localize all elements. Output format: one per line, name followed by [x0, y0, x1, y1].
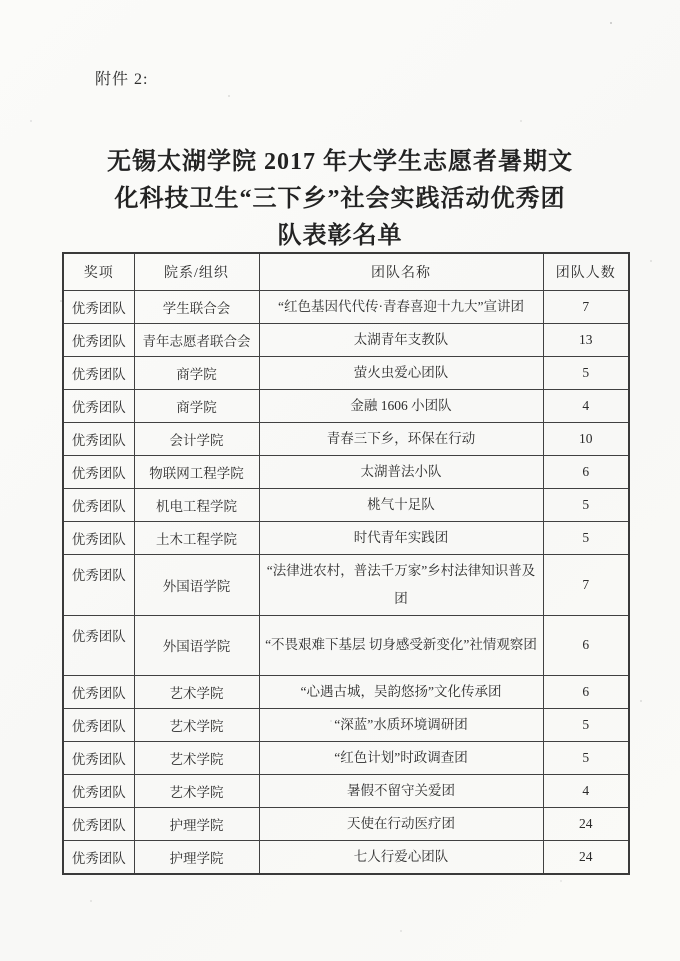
- scan-noise-speckles: [0, 0, 2, 2]
- title-line-3: 队表彰名单: [277, 223, 403, 249]
- org-cell: 物联网工程学院: [134, 455, 259, 488]
- team-count-cell: 24: [543, 807, 629, 840]
- team-name-cell: 七人行爱心团队: [259, 840, 543, 874]
- header-team-count: 团队人数: [543, 253, 629, 290]
- table-header: [63, 253, 629, 290]
- award-cell: 优秀团队: [63, 741, 134, 774]
- award-cell: 优秀团队: [63, 615, 134, 675]
- table-row: [63, 554, 629, 615]
- team-name-cell: 金融 1606 小团队: [259, 389, 543, 422]
- commendation-table: [62, 252, 630, 875]
- team-name-cell: 天使在行动医疗团: [259, 807, 543, 840]
- team-name-cell: “法律进农村，普法千万家”乡村法律知识普及团: [259, 554, 543, 615]
- header-org: 院系/组织: [134, 253, 259, 290]
- table-row: [63, 615, 629, 675]
- award-cell: 优秀团队: [63, 356, 134, 389]
- team-name-cell: “红色计划”时政调查团: [259, 741, 543, 774]
- org-cell: 艺术学院: [134, 741, 259, 774]
- team-name-cell: “红色基因代代传·青春喜迎十九大”宣讲团: [259, 290, 543, 323]
- team-count-cell: 6: [543, 615, 629, 675]
- team-count-cell: 5: [543, 521, 629, 554]
- award-cell: 优秀团队: [63, 554, 134, 615]
- award-cell: 优秀团队: [63, 488, 134, 521]
- award-cell: 优秀团队: [63, 774, 134, 807]
- org-cell: 商学院: [134, 356, 259, 389]
- team-count-cell: 13: [543, 323, 629, 356]
- org-cell: 学生联合会: [134, 290, 259, 323]
- title-line-1: 无锡太湖学院 2017 年大学生志愿者暑期文: [107, 149, 573, 175]
- attachment-label: 附件 2:: [95, 71, 149, 88]
- award-cell: 优秀团队: [63, 389, 134, 422]
- table-row: [63, 389, 629, 422]
- award-cell: 优秀团队: [63, 807, 134, 840]
- team-name-cell: 青春三下乡，环保在行动: [259, 422, 543, 455]
- table-row: [63, 675, 629, 708]
- org-cell: 青年志愿者联合会: [134, 323, 259, 356]
- team-count-cell: 6: [543, 675, 629, 708]
- title-line-2: 化科技卫生“三下乡”社会实践活动优秀团: [114, 186, 566, 212]
- table-row: [63, 356, 629, 389]
- team-count-cell: 24: [543, 840, 629, 874]
- team-count-cell: 5: [543, 356, 629, 389]
- team-name-cell: “深蓝”水质环境调研团: [259, 708, 543, 741]
- org-cell: 外国语学院: [134, 554, 259, 615]
- team-count-cell: 5: [543, 488, 629, 521]
- document-title: [40, 144, 640, 255]
- table-row: [63, 774, 629, 807]
- team-name-cell: 太湖青年支教队: [259, 323, 543, 356]
- award-cell: 优秀团队: [63, 708, 134, 741]
- table-row: [63, 741, 629, 774]
- org-cell: 护理学院: [134, 840, 259, 874]
- table-row: [63, 521, 629, 554]
- team-name-cell: “不畏艰难下基层 切身感受新变化”社情观察团: [259, 615, 543, 675]
- team-count-cell: 10: [543, 422, 629, 455]
- org-cell: 商学院: [134, 389, 259, 422]
- table-row: [63, 708, 629, 741]
- org-cell: 机电工程学院: [134, 488, 259, 521]
- org-cell: 艺术学院: [134, 708, 259, 741]
- org-cell: 护理学院: [134, 807, 259, 840]
- team-count-cell: 6: [543, 455, 629, 488]
- org-cell: 土木工程学院: [134, 521, 259, 554]
- team-count-cell: 5: [543, 708, 629, 741]
- table-row: [63, 807, 629, 840]
- award-cell: 优秀团队: [63, 290, 134, 323]
- table-row: [63, 840, 629, 874]
- award-cell: 优秀团队: [63, 675, 134, 708]
- team-name-cell: 暑假不留守关爱团: [259, 774, 543, 807]
- table-header-row: [63, 253, 629, 290]
- award-cell: 优秀团队: [63, 840, 134, 874]
- org-cell: 会计学院: [134, 422, 259, 455]
- team-name-cell: 萤火虫爱心团队: [259, 356, 543, 389]
- team-name-cell: 时代青年实践团: [259, 521, 543, 554]
- org-cell: 外国语学院: [134, 615, 259, 675]
- header-team-name: 团队名称: [259, 253, 543, 290]
- team-count-cell: 4: [543, 389, 629, 422]
- table-body: [63, 290, 629, 874]
- table-row: [63, 323, 629, 356]
- table-row: [63, 455, 629, 488]
- team-count-cell: 7: [543, 290, 629, 323]
- team-count-cell: 7: [543, 554, 629, 615]
- award-cell: 优秀团队: [63, 521, 134, 554]
- org-cell: 艺术学院: [134, 774, 259, 807]
- award-cell: 优秀团队: [63, 323, 134, 356]
- award-cell: 优秀团队: [63, 422, 134, 455]
- team-name-cell: 桃气十足队: [259, 488, 543, 521]
- table-row: [63, 290, 629, 323]
- table-row: [63, 488, 629, 521]
- team-name-cell: “心遇古城，吴韵悠扬”文化传承团: [259, 675, 543, 708]
- header-award: 奖项: [63, 253, 134, 290]
- award-cell: 优秀团队: [63, 455, 134, 488]
- table-row: [63, 422, 629, 455]
- team-name-cell: 太湖普法小队: [259, 455, 543, 488]
- team-count-cell: 4: [543, 774, 629, 807]
- org-cell: 艺术学院: [134, 675, 259, 708]
- team-count-cell: 5: [543, 741, 629, 774]
